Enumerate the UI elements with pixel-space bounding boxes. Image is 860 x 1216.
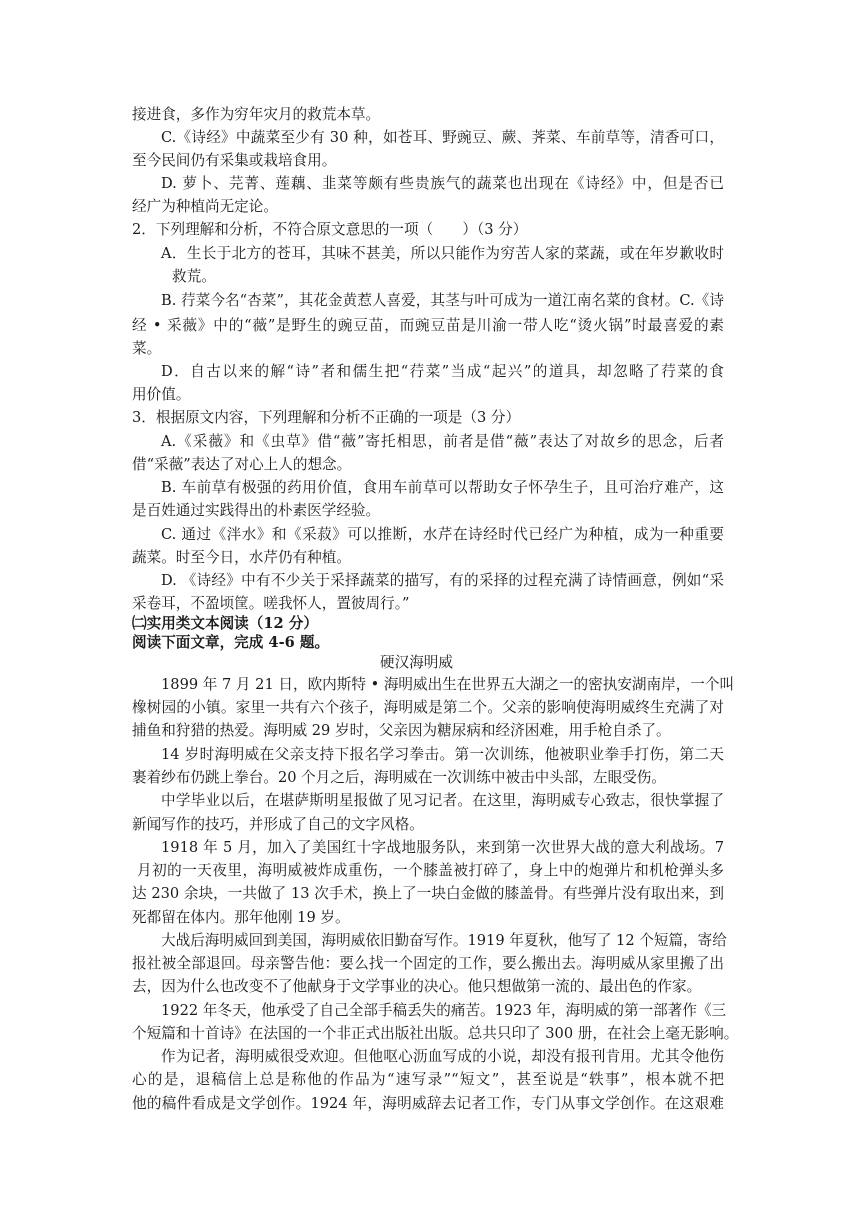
- text-line: D. 萝卜、芫菁、莲藕、韭菜等颇有些贵族气的蔬菜也出现在《诗经》中，但是否已: [161, 175, 724, 192]
- text-line: 大战后海明威回到美国，海明威依旧勤奋写作。1919 年夏秋，他写了 12 个短篇，寄给: [161, 932, 727, 949]
- text-line: 1922 年冬天，他承受了自己全部手稿丢失的痛苦。1923 年，海明威的第一部著作《三: [161, 1002, 727, 1019]
- text-line: 中学毕业以后，在堪萨斯明星报做了见习记者。在这里，海明威专心致志，很快掌握了: [161, 792, 724, 809]
- text-line: 报社被全部退回。母亲警告他：要么找一个固定的工作，要么搬出去。海明威从家里搬了出: [132, 955, 724, 972]
- text-line: 14 岁时海明威在父亲支持下报名学习拳击。第一次训练，他被职业拳手打伤，第二天: [161, 746, 724, 763]
- text-line: 经 • 采薇》中的“薇”是野生的豌豆苗，而豌豆苗是川渝一带人吃“烫火锅”时最喜爱的素: [132, 317, 724, 334]
- text-line: 捕鱼和狩猎的热爱。海明威 29 岁时，父亲因为糖尿病和经济困难，用手枪自杀了。: [132, 722, 671, 739]
- text-line: C.《诗经》中蔬菜至少有 30 种，如苍耳、野豌豆、蕨、荠菜、车前草等，清香可口，: [161, 129, 724, 146]
- text-line: 裹着纱布仍跳上拳台。20 个月之后，海明威在一次训练中被击中头部，左眼受伤。: [132, 769, 666, 786]
- text-line: D．自古以来的解“诗”者和儒生把“荇菜”当成“起兴”的道具，却忽略了荇菜的食: [161, 363, 724, 380]
- text-line: C. 通过《泮水》和《采菽》可以推断，水芹在诗经时代已经广为种植，成为一种重要: [161, 526, 724, 543]
- text-line: 采卷耳，不盈顷筐。嗟我怀人，置彼周行。”: [132, 595, 410, 612]
- text-line: 橡树园的小镇。家里一共有六个孩子，海明威是第二个。父亲的影响使海明威终生充满了对: [132, 699, 724, 716]
- text-line: B. 车前草有极强的药用价值，食用车前草可以帮助女子怀孕生子，且可治疗难产，这: [161, 479, 724, 496]
- text-line: 经广为种植尚无定论。: [132, 198, 278, 215]
- text-line: A．生长于北方的苍耳，其味不甚美，所以只能作为穷苦人家的菜蔬，或在年岁歉收时: [161, 245, 724, 262]
- text-line: 1899 年 7 月 21 日，欧内斯特 • 海明威出生在世界五大湖之一的密执安湖南岸，一个叫: [161, 676, 735, 693]
- text-line: 借“采薇”表达了对心上人的想念。: [132, 456, 352, 473]
- text-line: 作为记者，海明威很受欢迎。但他呕心沥血写成的小说，却没有报刊肯用。尤其令他伤: [161, 1048, 724, 1065]
- text-line: 死都留在体内。那年他刚 19 岁。: [132, 909, 350, 926]
- text-line: B. 荇菜今名“杏菜”，其花金黄惹人喜爱，其茎与叶可成为一道江南名菜的食材。C.《诗: [161, 292, 724, 309]
- article-title: 硬汉海明威: [380, 654, 453, 671]
- text-line: 去，因为什么也改变不了他献身于文学事业的决心。他只想做第一流的、最出色的作家。: [132, 978, 702, 995]
- section-instruction: 阅读下面文章，完成 4-6 题。: [132, 634, 330, 651]
- text-line: 用价值。: [132, 386, 191, 403]
- text-line: D. 《诗经》中有不少关于采择蔬菜的描写，有的采择的过程充满了诗情画意，例如“采: [161, 572, 724, 589]
- text-line: 菜。: [132, 340, 162, 357]
- text-line: 个短篇和十首诗》在法国的一个非正式出版社出版。总共只印了 300 册，在社会上毫无影响。: [132, 1025, 739, 1042]
- text-line: A.《采薇》和《虫草》借“薇”寄托相思，前者是借“薇”表达了对故乡的思念，后者: [161, 433, 724, 450]
- text-line: 1918 年 5 月，加入了美国红十字战地服务队，来到第一次世界大战的意大利战场。7: [161, 839, 724, 856]
- text-line: 至今民间仍有采集或栽培食用。: [132, 152, 337, 169]
- text-line: 达 230 余块，一共做了 13 次手术，换上了一块白金做的膝盖骨。有些弹片没有取出来，到: [132, 885, 724, 902]
- text-line: 月初的一天夜里，海明威被炸成重伤，一个膝盖被打碎了，身上中的炮弹片和机枪弹头多: [137, 862, 724, 879]
- text-line: 蔬菜。时至今日，水芹仍有种植。: [132, 549, 351, 566]
- section-heading: ㈡实用类文本阅读（12 分）: [132, 615, 318, 632]
- text-line: 新闻写作的技巧，并形成了自己的文字风格。: [132, 816, 424, 833]
- question-3: 3．根据原文内容，下列理解和分析不正确的一项是（3 分）: [132, 409, 521, 426]
- text-line: 接进食，多作为穷年灾月的救荒本草。: [132, 106, 381, 123]
- question-2: 2．下列理解和分析，不符合原文意思的一项（ ）（3 分）: [132, 221, 528, 238]
- text-line: 是百姓通过实践得出的朴素医学经验。: [132, 502, 381, 519]
- text-line: 救荒。: [172, 268, 216, 285]
- text-line: 他的稿件看成是文学创作。1924 年，海明威辞去记者工作，专门从事文学创作。在这艰难: [132, 1095, 724, 1112]
- text-line: 心的是，退稿信上总是称他的作品为“速写录”“短文”，甚至说是“轶事”，根本就不把: [132, 1071, 724, 1088]
